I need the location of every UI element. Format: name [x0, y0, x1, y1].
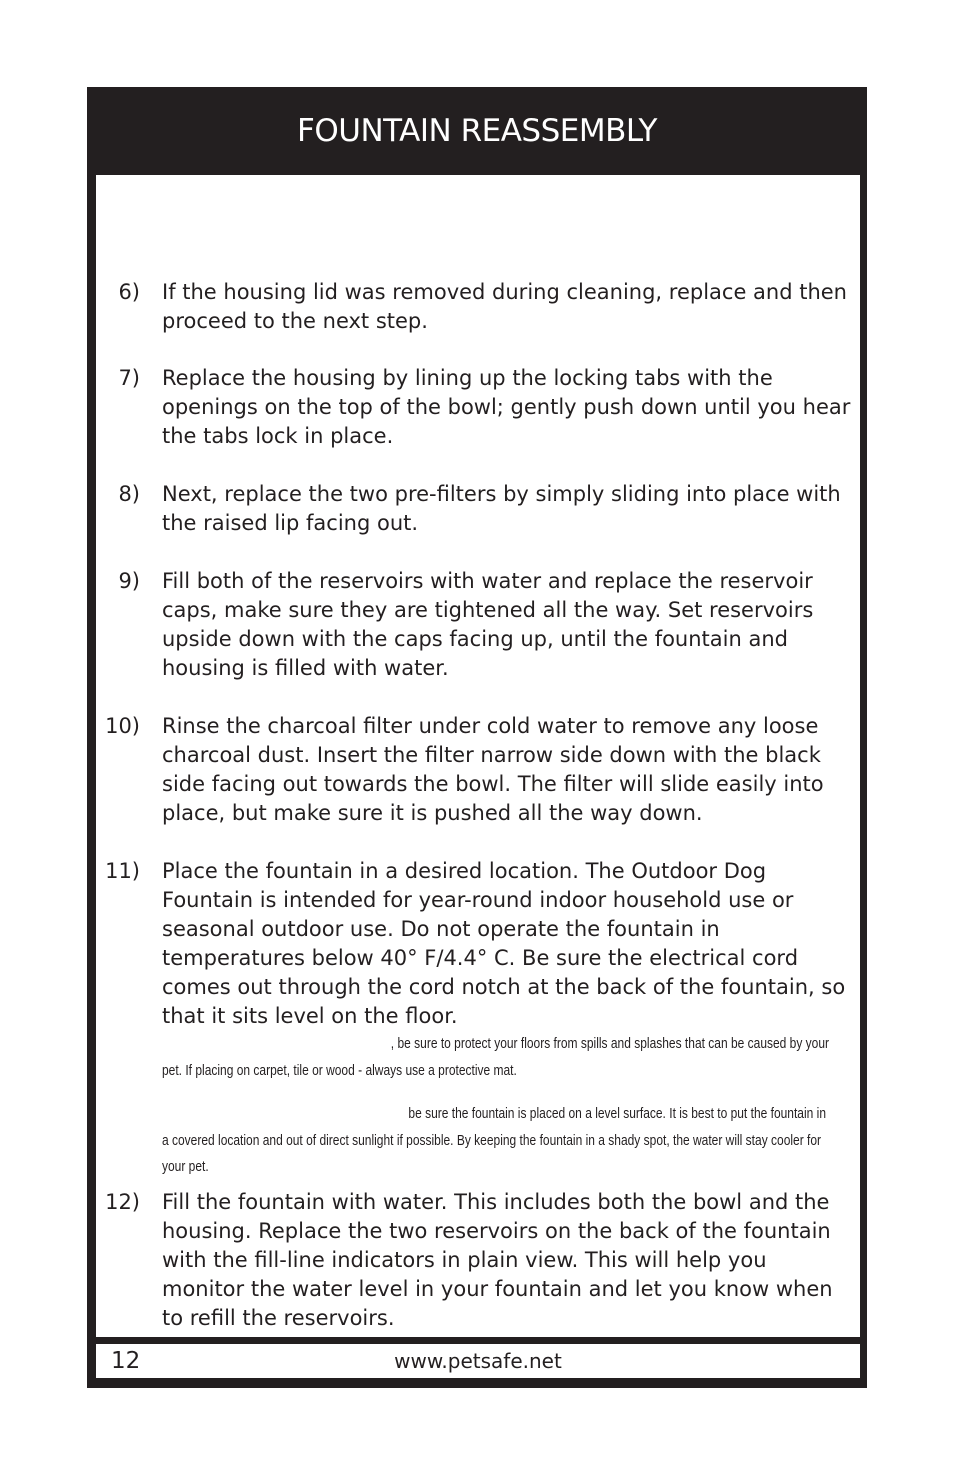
page-number: 12 [111, 1348, 141, 1374]
step-text: Place the fountain in a desired location. The Outdoor Dog Fountain is intended for year-round indoor household use or seasonal outdoor use. Do not operate the fountain in temperatures below 40° F/4.4° C. Be sure the electrical cord comes out through the cord notch at the back of the fountain, so that it sits level on the floor. [162, 859, 846, 1028]
step-text: Next, replace the two pre-filters by simply sliding into place with the raised lip facing out. [162, 482, 841, 535]
step-number: 8) [118, 482, 140, 506]
note-floor-protection [162, 1031, 834, 1084]
website-url: www.petsafe.net [394, 1349, 562, 1373]
step-text: Fill the fountain with water. This includes both the bowl and the housing. Replace the two reservoirs on the back of the fountain with the fill-line indicators in plain view. This will help you monitor the water level in your fountain and let you know when to refill the reservoirs. [162, 1190, 833, 1330]
step-text: Replace the housing by lining up the locking tabs with the openings on the top of the bowl; gently push down until you hear the tabs lock in place. [162, 366, 851, 448]
note-text: be sure the fountain is placed on a level surface. It is best to put the fountain in a covered location and out of direct sunlight if possible. By keeping the fountain in a shady spot, the water will stay cooler for your pet. [162, 1105, 826, 1175]
step-text: Fill both of the reservoirs with water and replace the reservoir caps, make sure they are tightened all the way. Set reservoirs upside down with the caps facing up, until the fountain and housing is filled with water. [162, 569, 814, 680]
note-level-surface [162, 1101, 834, 1181]
page-footer [96, 1344, 860, 1378]
note-text: , be sure to protect your floors from spills and splashes that can be caused by your pet. If placing on carpet, tile or wood - always use a protective mat. [162, 1035, 830, 1079]
step-number: 11) [105, 859, 140, 883]
section-header [87, 87, 867, 174]
step-number: 7) [118, 366, 140, 390]
page-frame [87, 87, 867, 1388]
step-number: 6) [118, 280, 140, 304]
step-text: Rinse the charcoal filter under cold water to remove any loose charcoal dust. Insert the filter narrow side down with the black side facing out towards the bowl. The filter will slide easily into place, but make sure it is pushed all the way down. [162, 714, 824, 825]
step-number: 9) [118, 569, 140, 593]
page-title: FOUNTAIN REASSEMBLY [297, 112, 657, 149]
step-text: If the housing lid was removed during cleaning, replace and then proceed to the next step. [162, 280, 847, 333]
instructions-body [96, 175, 860, 1337]
step-number: 10) [105, 714, 140, 738]
step-number: 12) [105, 1190, 140, 1214]
